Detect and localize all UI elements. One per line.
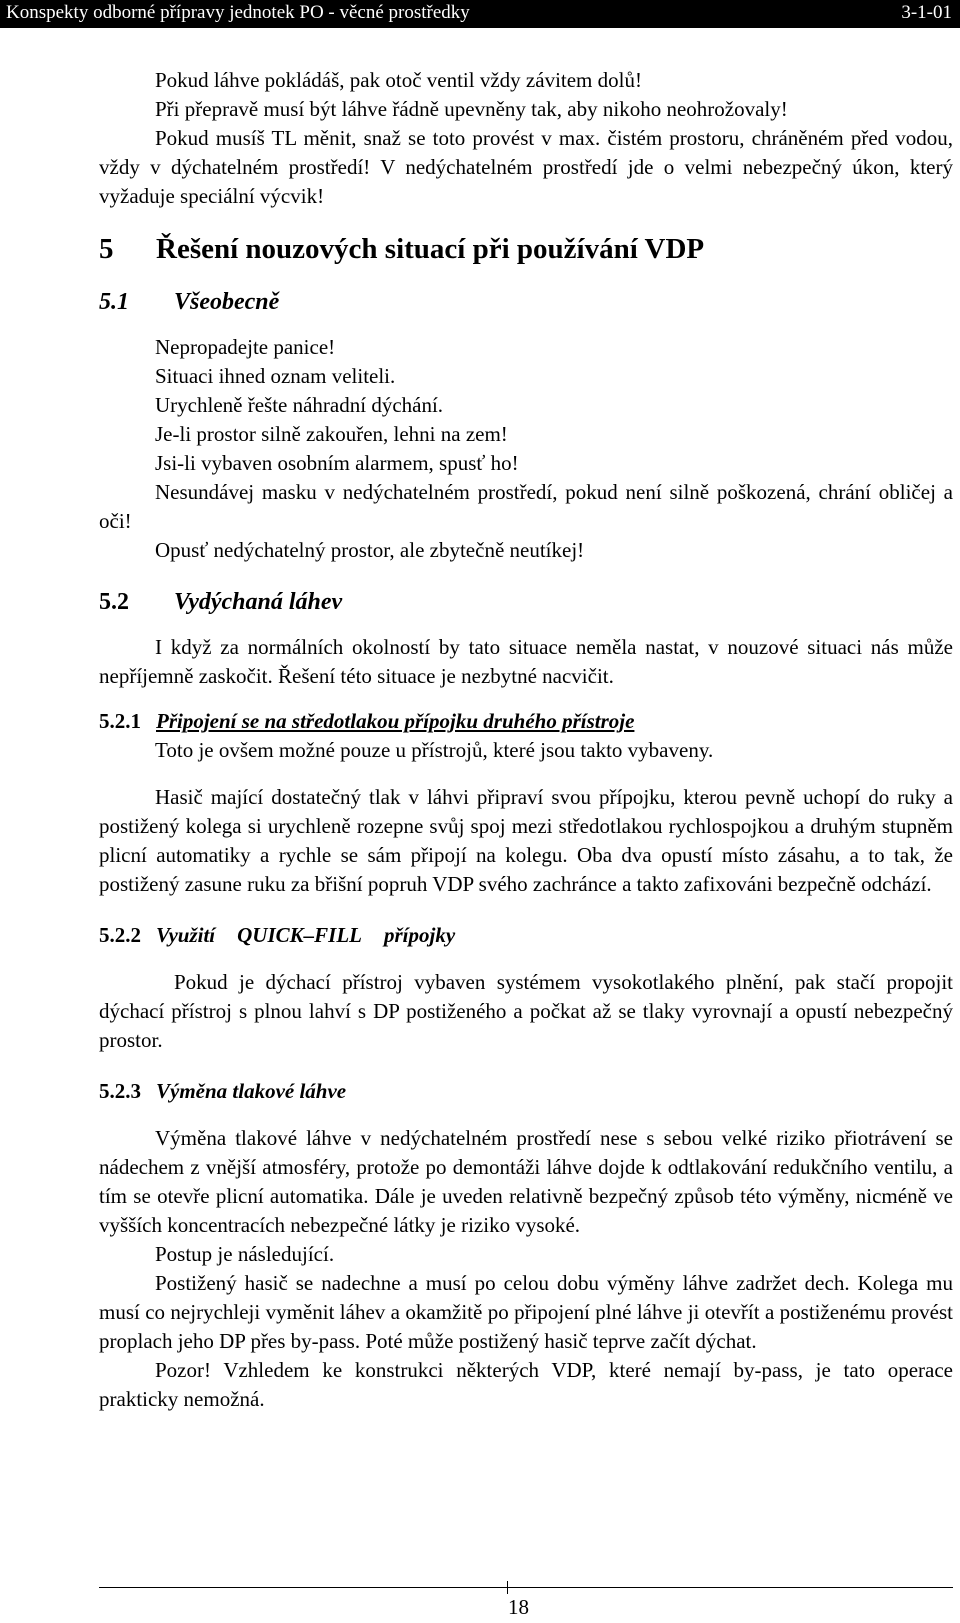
section-5-2-heading [99,587,953,617]
section-5-2-2-title-c: přípojky [383,923,456,947]
section-5-2-1-heading [99,707,953,736]
section-5-2-3-paragraph-4: Pozor! Vzhledem ke konstrukci některých VDP, které nemají by-pass, je tato operace prakticky nemožná. [99,1358,953,1411]
section-5-2-1-number: 5.2.1 [99,709,141,733]
footer-tick [507,1581,508,1594]
section-5-2-2-paragraph: Pokud je dýchací přístroj vybaven systémem vysokotlakého plnění, pak stačí propojit dýchací přístroj s plnou lahví s DP postiženého a počkat až se tlaky vyrovnají a opustí nebezpečný prostor. [99,970,953,1052]
list-item: Nepropadejte panice! [155,335,336,359]
list-item: Opusť nedýchatelný prostor, ale zbytečně neutíkej! [155,538,585,562]
section-5-2-2-title-b: QUICK–FILL [237,923,362,947]
section-5-2-1-lead: Toto je ovšem možné pouze u přístrojů, které jsou takto vybaveny. [155,738,714,762]
list-item: Nesundávej masku v nedýchatelném prostředí, pokud není silně poškozená, chrání obličej a oči! [99,480,953,533]
section-5-2-3-heading [99,1077,953,1106]
section-5-2-1-paragraph: Hasič mající dostatečný tlak v láhvi připraví svou přípojku, kterou pevně uchopí do ruky a postižený kolega si urychleně rozepne svůj spoj mezi středotlakou rychlospojkou a druhým stupněm plicní automatiky a rychle se sám připojí na kolegu. Oba dva opustí místo zásahu, a to tak, že postižený zasune ruku za břišní popruh VDP svého zachránce a takto zafixováni bezpečně odchází. [99,785,953,896]
intro-line-1: Pokud láhve pokládáš, pak otoč ventil vždy závitem dolů! [155,68,642,92]
section-5-heading [99,231,953,267]
section-5-2-3-paragraph-3: Postižený hasič se nadechne a musí po celou dobu výměny láhve zadržet dech. Kolega mu musí co nejrychleji vyměnit láhev a okamžitě po připojení plné láhve ji otevřít a postiženému provést proplach jeho DP přes by-pass. Poté může postižený hasič teprve začít dýchat. [99,1271,953,1353]
intro-line-2: Při přepravě musí být láhve řádně upevněny tak, aby nikoho neohrožovaly! [155,97,788,121]
section-5-2-paragraph: I když za normálních okolností by tato situace neměla nastat, v nouzové situaci nás může nepříjemně zaskočit. Řešení této situace je nezbytné nacvičit. [99,635,953,688]
section-5-2-1-title: Připojení se na středotlakou přípojku druhého přístroje [156,709,635,733]
section-5-1-title: Všeobecně [174,289,280,315]
list-item: Situaci ihned oznam veliteli. [155,364,396,388]
section-5-2-3-number: 5.2.3 [99,1079,141,1103]
section-5-1-heading [99,287,953,317]
list-item: Je-li prostor silně zakouřen, lehni na zem! [155,422,508,446]
running-header [0,0,960,28]
intro-paragraph: Pokud musíš TL měnit, snaž se toto provést v max. čistém prostoru, chráněném před vodou, vždy v dýchatelném prostředí! V nedýchatelném prostředí jde o velmi nebezpečný úkon, který vyžaduje speciální výcvik! [99,126,953,208]
section-5-1-number: 5.1 [99,289,129,315]
page-body [99,66,953,1414]
section-5-2-2-title-a: Využití [156,923,216,947]
page-number: 18 [508,1595,529,1619]
header-title: Konspekty odborné přípravy jednotek PO - věcné prostředky [6,2,470,23]
list-item: Urychleně řešte náhradní dýchání. [155,393,444,417]
section-5-2-2-heading [99,921,953,950]
section-5-2-3-title: Výměna tlakové láhve [156,1079,347,1103]
section-5-2-2-number: 5.2.2 [99,923,141,947]
footer-rule [99,1587,953,1588]
section-5-number: 5 [99,233,114,265]
section-5-2-title: Vydýchaná láhev [174,589,343,615]
section-5-2-3-paragraph-2: Postup je následující. [155,1242,335,1266]
list-item: Jsi-li vybaven osobním alarmem, spusť ho! [155,451,519,475]
section-5-2-3-paragraph-1: Výměna tlakové láhve v nedýchatelném prostředí nese s sebou velké riziko přiotrávení se nádechem z vnější atmosféry, protože po demontáži láhve dojde k odtlakování redukčního ventilu, a tím se otevře plicní automatika. Dále je uveden relativně bezpečný způsob této výměny, nicméně ve vyšších koncentracích nebezpečné látky je riziko vysoké. [99,1126,953,1237]
header-code: 3-1-01 [901,2,952,23]
section-5-title: Řešení nouzových situací při používání VDP [156,233,705,265]
section-5-2-number: 5.2 [99,589,129,615]
section-5-1-list [99,333,953,565]
